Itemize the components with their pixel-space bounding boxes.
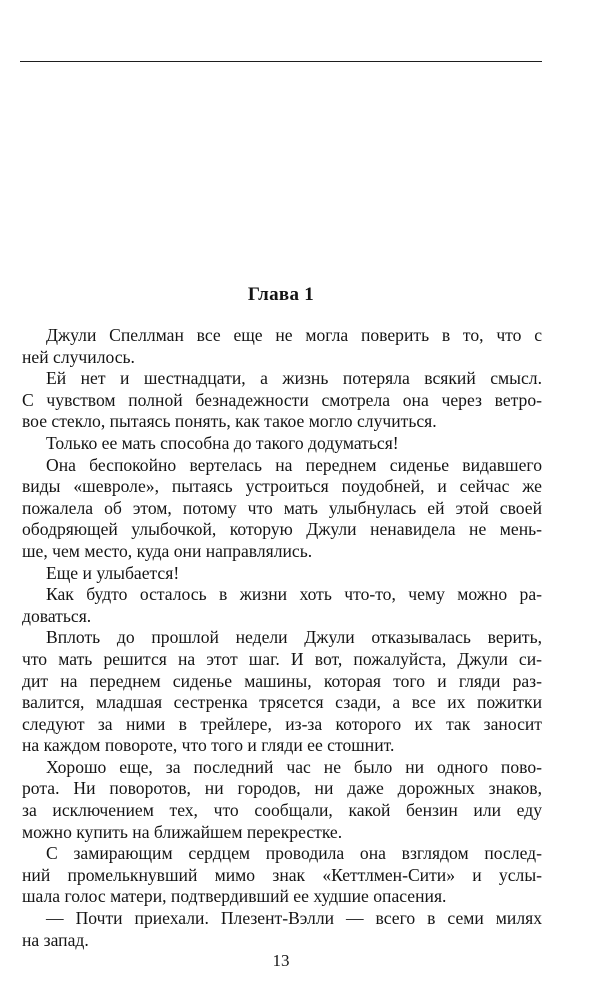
chapter-title: Глава 1	[247, 284, 315, 305]
text-line: Вплоть до прошлой недели Джули отказывалась верить,	[46, 627, 542, 648]
text-line: Она беспокойно вертелась на переднем сиденье видавшего	[46, 454, 542, 475]
text-line: следуют за ними в трейлере, из-за которого их так заносит	[22, 713, 542, 734]
text-line: Джули Спеллман все еще не могла поверить в то, что с	[46, 325, 542, 345]
text-line: ше, чем место, куда они направлялись.	[22, 540, 313, 561]
text-line: доваться.	[22, 605, 92, 626]
text-line: — Почти приехали. Плезент-Вэлли — всего в семи милях	[46, 908, 542, 929]
text-line: виды «шевроле», пытаясь устроиться поудобней, и сейчас же	[22, 476, 542, 497]
text-line: Ей нет и шестнадцати, а жизнь потеряла всякий смысл.	[46, 368, 542, 389]
text-line: что мать решится на этот шаг. И вот, пожалуйста, Джули си-	[22, 648, 542, 669]
text-line: ний промелькнувший мимо знак «Кеттлмен-Сити» и услы-	[22, 864, 542, 885]
text-line: рота. Ни поворотов, ни городов, ни даже дорожных знаков,	[22, 778, 542, 799]
text-line: Только ее мать способна до такого додуматься!	[46, 432, 399, 453]
text-line: шала голос матери, подтвердивший ее худшие опасения.	[22, 886, 447, 907]
text-line: на запад.	[22, 929, 89, 950]
page-number: 13	[272, 951, 290, 970]
header-rule	[20, 61, 542, 62]
text-line: ободряющей улыбочкой, которую Джули ненавидела не мень-	[22, 519, 542, 540]
text-line: валится, младшая сестренка трясется сзади, а все их пожитки	[22, 692, 542, 713]
chapter-body-text	[22, 325, 542, 951]
text-line: С замирающим сердцем проводила она взглядом послед-	[46, 843, 542, 864]
text-line: пожалела об этом, потому что мать улыбнулась ей этой своей	[22, 497, 542, 518]
text-line: Как будто осталось в жизни хоть что-то, чему можно ра-	[46, 584, 542, 605]
text-line: С чувством полной безнадежности смотрела она через ветро-	[22, 389, 542, 410]
text-line: на каждом повороте, что того и гляди ее стошнит.	[22, 735, 395, 756]
text-line: Еще и улыбается!	[46, 562, 180, 583]
text-line: Хорошо еще, за последний час не было ни одного пово-	[46, 756, 542, 777]
text-line: за исключением тех, что сообщали, какой бензин или еду	[22, 800, 542, 821]
text-line: дит на переднем сиденье машины, которая того и гляди раз-	[22, 670, 542, 691]
text-line: ней случилось.	[22, 346, 135, 367]
text-line: вое стекло, пытаясь понять, как такое могло случиться.	[22, 411, 437, 432]
text-line: можно купить на ближайшем перекрестке.	[22, 821, 343, 842]
